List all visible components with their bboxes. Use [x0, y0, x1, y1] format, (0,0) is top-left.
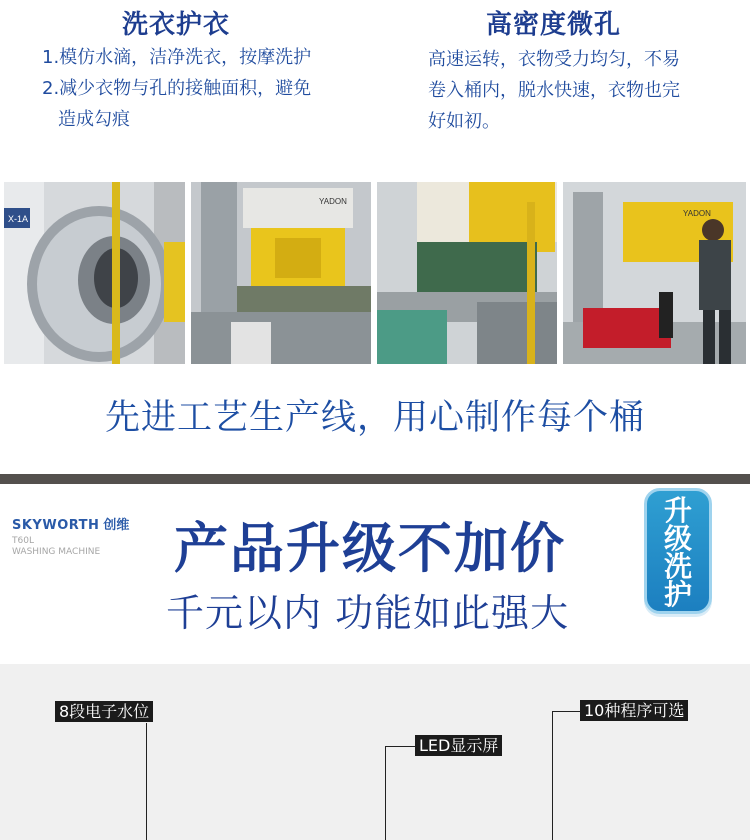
- upgrade-subtitle: 千元以内 功能如此强大: [166, 591, 570, 635]
- feature-desc-micro-holes: [428, 44, 680, 137]
- feature-line: 卷入桶内，脱水快速，衣物也完: [428, 80, 680, 101]
- photo-label: YADON: [319, 197, 347, 206]
- feature-item: 2.减少衣物与孔的接触面积，避免: [42, 78, 312, 99]
- steel-coil-image: [4, 182, 185, 364]
- photo-stamping-line: [377, 182, 557, 364]
- feature-item: 1.模仿水滴，洁净洗衣，按摩洗护: [42, 47, 312, 68]
- feature-list-wash-care: [42, 42, 311, 135]
- callout-line: [146, 723, 147, 840]
- brand-name: SKYWORTH: [12, 518, 100, 533]
- feature-line: 好如初。: [428, 111, 500, 132]
- model-number: T60L: [12, 536, 34, 546]
- badge-char: 洗: [663, 550, 692, 583]
- photo-worker: [563, 182, 746, 364]
- badge-text: [647, 494, 709, 611]
- callout-water-level: 8段电子水位: [55, 701, 153, 722]
- badge-char: 护: [663, 578, 692, 611]
- badge-char: 级: [663, 522, 692, 555]
- callout-line: [385, 746, 386, 840]
- upgrade-banner: [0, 484, 750, 664]
- photo-label: YADON: [683, 209, 711, 218]
- photo-steel-coil: [4, 182, 185, 364]
- photo-press-machine: [191, 182, 371, 364]
- feature-title-micro-holes: 高密度微孔: [486, 10, 622, 40]
- brand-name-cn: 创维: [103, 518, 130, 533]
- feature-item: 造成勾痕: [58, 109, 130, 130]
- callout-led-display: LED显示屏: [415, 735, 502, 756]
- brand-logo: [12, 514, 129, 558]
- upgrade-badge: [644, 488, 712, 614]
- factory-photos: [0, 182, 750, 364]
- section-divider: [0, 474, 750, 484]
- model-subtitle: WASHING MACHINE: [12, 547, 101, 557]
- callout-programs: 10种程序可选: [580, 700, 688, 721]
- upgrade-title: 产品升级不加价: [174, 517, 566, 580]
- callout-line: [552, 711, 553, 840]
- stamping-line-image: [377, 182, 557, 364]
- feature-line: 高速运转，衣物受力均匀，不易: [428, 49, 680, 70]
- photo-label: X-1A: [8, 214, 29, 224]
- badge-char: 升: [663, 494, 692, 527]
- callout-line: [385, 746, 415, 747]
- feature-callouts: [0, 664, 750, 840]
- production-slogan: 先进工艺生产线，用心制作每个桶: [104, 398, 645, 438]
- callout-line: [552, 711, 580, 712]
- features-section: [0, 0, 750, 180]
- worker-image: [563, 182, 746, 364]
- press-machine-image: [191, 182, 371, 364]
- feature-title-wash-care: 洗衣护衣: [122, 10, 231, 40]
